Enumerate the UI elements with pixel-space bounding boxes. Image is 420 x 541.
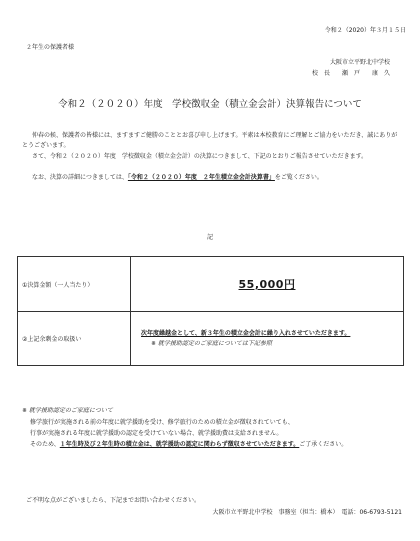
school-name: 大阪市立平野北中学校 [329, 59, 390, 66]
school-support-heading: ※ 就学援助認定のご家庭について [22, 407, 113, 414]
document-title: 令和２（２０２０）年度 学校徴収金（積立金会計）決算報告について [58, 99, 362, 110]
support-note: ※ 就学援助認定のご家庭については下記参照 [151, 339, 272, 347]
settlement-amount-cell [131, 257, 404, 312]
settlement-amount: 55,000円 [238, 278, 296, 291]
details-prefix: なお、決算の詳細につきましては、 [32, 174, 128, 181]
support-emphasis: １年生時及び２年生時の積立金は、就学援助の認定に関わらず徴収させていただきます。 [59, 441, 300, 448]
details-suffix: をご覧ください。 [274, 174, 323, 181]
settlement-amount-label: ①決算金額（一人当たり） [18, 257, 131, 312]
surplus-handling-label: ②上記余剰金の取扱い [18, 312, 131, 366]
school-support-paragraph-1: 修学旅行が実施される前の年度に就学援助を受け、修学旅行のための積立金が徴収されていても、 [30, 419, 294, 426]
details-emphasis: 「令和２（２０２０）年度 ２年生積立金会計決算書」 [127, 174, 275, 181]
body-paragraph-greeting: 仲春の候、保護者の皆様には、ますますご健勝のこととお喜び申し上げます。平素は本校教育にご理解とご協力をいただき、誠にありがとうございます。 [22, 132, 398, 149]
principal-name: 校 長 瀬 戸 康 久 [311, 70, 390, 77]
body-paragraph-report: さて、令和２（２０２０）年度 学校徴収金（積立金会計）の決算につきまして、下記のとおりご報告させていただきます。 [32, 153, 368, 160]
closing-text: ご不明な点がございましたら、下記までお問い合わせください。 [26, 497, 201, 504]
recipient: ２年生の保護者様 [26, 44, 75, 51]
table-row [18, 257, 404, 312]
support-suffix: ご了承ください。 [299, 441, 348, 448]
school-support-paragraph-3 [22, 439, 402, 450]
table-row [18, 312, 404, 366]
body-paragraph-details [22, 173, 402, 183]
surplus-handling-cell [131, 312, 404, 366]
support-prefix: そのため、 [30, 441, 60, 448]
document-date: 令和２（2020）年３月１５日 [324, 27, 406, 34]
carryover-text: 次年度繰越金として、新３年生の積立金会計に繰り入れさせていただきます。 [141, 329, 351, 337]
contact-info: 大阪市立平野北中学校 事務室（担当：橋本） 電話：06-6793-5121 [212, 509, 402, 516]
school-support-paragraph-2: 行事が実施される年度に就学援助の認定を受けていない場合、就学援助費は支給されません。 [30, 430, 283, 437]
settlement-table [17, 256, 404, 366]
ki-heading: 記 [206, 234, 213, 241]
